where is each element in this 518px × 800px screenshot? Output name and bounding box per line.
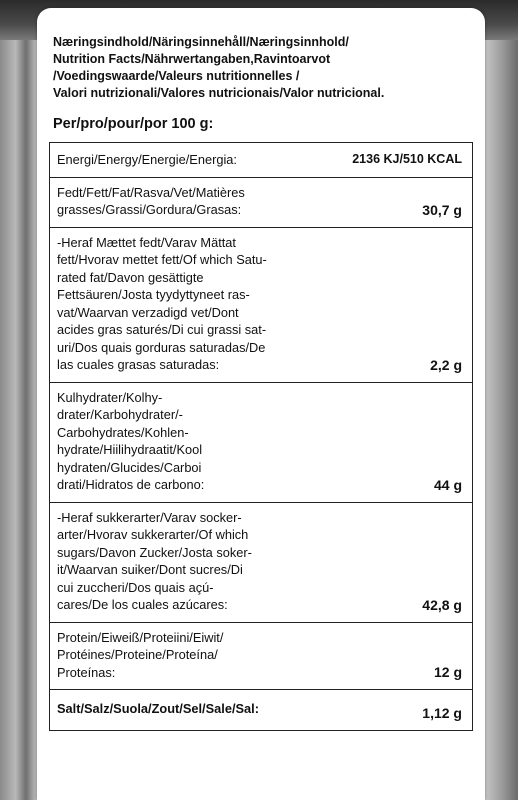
nutrient-name: Protein/Eiweiß/Proteiini/Eiwit/ Protéines/Proteine/Proteína/ Proteínas: [57,629,224,680]
nutrient-value: 30,7 g [422,201,462,218]
heading-line: Valori nutrizionali/Valores nutricionais/Valor nutricional. [53,86,385,100]
nutrition-table [49,142,473,731]
per-100g-label: Per/pro/pour/por 100 g: [53,116,214,132]
row-saturated-fat [50,228,472,383]
nutrition-label [37,8,485,800]
row-protein [50,623,472,691]
nutrient-value: 1,12 g [422,704,462,721]
row-salt [50,690,472,731]
row-energy [50,143,472,178]
heading-line: Nutrition Facts/Nährwertangaben,Ravintoarvot [53,52,331,66]
nutrient-name: Fedt/Fett/Fat/Rasva/Vet/Matières grasses/Grassi/Gordura/Grasas: [57,184,245,217]
nutrient-name: Energi/Energy/Energie/Energia: [57,152,237,167]
row-sugars [50,503,472,623]
nutrient-name: -Heraf sukkerarter/Varav socker- arter/Hvorav sukkerarter/Of which sugars/Davon Zucker/Josta soker- it/Waarvan suiker/Dont sucres/Di cui zuccheri/Dos quais açú- cares/De los cuales azúcares: [57,509,252,612]
nutrient-value: 44 g [433,476,462,493]
nutrient-name: Kulhydrater/Kolhy- drater/Karbohydrater/- Carbohydrates/Kohlen- hydrate/Hiilihydraatit/Kool hydraten/Glucides/Carboi drati/Hidratos de carbono: [57,389,205,492]
heading-line: Næringsindhold/Näringsinnehåll/Næringsinnhold/ [53,35,349,49]
nutrient-value: 42,8 g [422,596,462,613]
row-fat [50,178,472,228]
nutrient-value: 2136 KJ/510 KCAL [352,151,462,166]
heading-line: /Voedingswaarde/Valeurs nutritionnelles / [53,69,300,83]
row-carbohydrates [50,383,472,503]
nutrient-value: 2,2 g [430,356,462,373]
nutrient-name: Salt/Salz/Suola/Zout/Sel/Sale/Sal: [57,701,259,716]
nutrition-heading [49,34,473,102]
nutrient-name: -Heraf Mættet fedt/Varav Mättat fett/Hvorav mettet fett/Of which Satu- rated fat/Davon gesättigte Fettsäuren/Josta tyydyttyneet ras- vat/Waarvan verzadigd vet/Dont acides gras saturés/Di cui grassi sat- uri/Dos quais gorduras saturadas/De las cuales grasas saturadas: [57,234,267,372]
nutrient-value: 12 g [433,664,462,680]
